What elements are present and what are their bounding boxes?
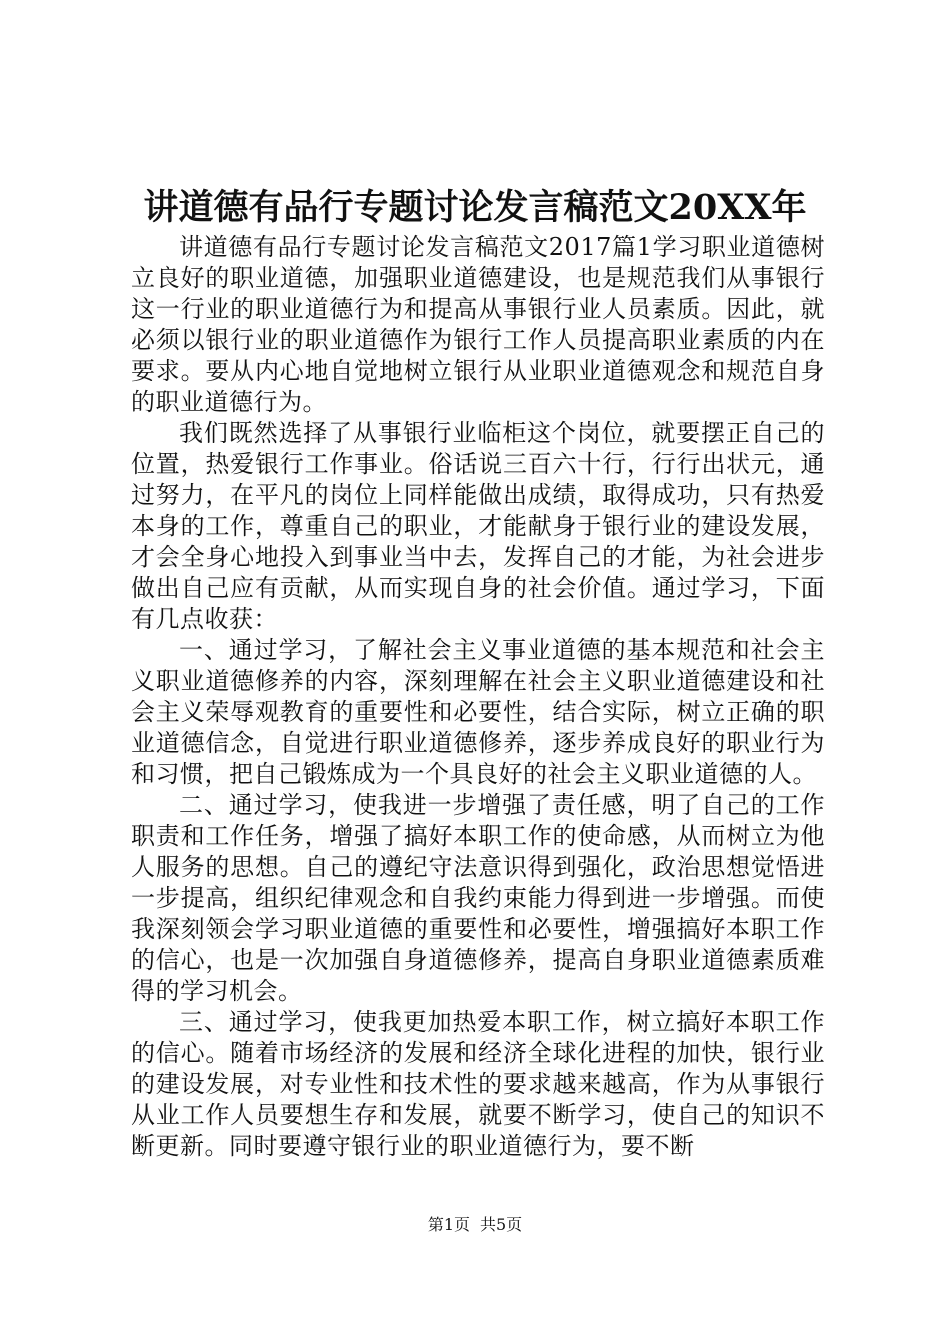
page-number: 第1页 [427,1215,470,1234]
page-footer [0,1214,950,1236]
page-total: 共5页 [480,1215,523,1234]
paragraph-point-two: 二、通过学习，使我进一步增强了责任感，明了自己的工作职责和工作任务，增强了搞好本职工作的使命感，从而树立为他人服务的思想。自己的遵纪守法意识得到强化，政治思想觉悟进一步提高，组织纪律观念和自我约束能力得到进一步增强。而使我深刻领会学习职业道德的重要性和必要性，增强搞好本职工作的信心，也是一次加强自身道德修养，提高自身职业道德素质难得的学习机会。 [131,791,825,1005]
paragraph-point-three: 三、通过学习，使我更加热爱本职工作，树立搞好本职工作的信心。随着市场经济的发展和经济全球化进程的加快，银行业的建设发展，对专业性和技术性的要求越来越高，作为从事银行从业工作人员要想生存和发展，就要不断学习，使自己的知识不断更新。同时要遵守银行业的职业道德行为，要不断 [131,1008,825,1160]
paragraph-point-one: 一、通过学习，了解社会主义事业道德的基本规范和社会主义职业道德修养的内容，深刻理解在社会主义职业道德建设和社会主义荣辱观教育的重要性和必要性，结合实际，树立正确的职业道德信念，自觉进行职业道德修养，逐步养成良好的职业行为和习惯，把自己锻炼成为一个具良好的社会主义职业道德的人。 [131,636,825,788]
document-body [131,232,825,1162]
paragraph-intro: 讲道德有品行专题讨论发言稿范文2017篇1学习职业道德树立良好的职业道德，加强职业道德建设，也是规范我们从事银行这一行业的职业道德行为和提高从事银行业人员素质。因此，就必须以银行业的职业道德作为银行工作人员提高职业素质的内在要求。要从内心地自觉地树立银行从业职业道德观念和规范自身的职业道德行为。 [131,233,825,416]
document-title: 讲道德有品行专题讨论发言稿范文20XX年 [143,187,807,228]
paragraph-career: 我们既然选择了从事银行业临柜这个岗位，就要摆正自己的位置，热爱银行工作事业。俗话说三百六十行，行行出状元，通过努力，在平凡的岗位上同样能做出成绩，取得成功，只有热爱本身的工作，尊重自己的职业，才能献身于银行业的建设发展，才会全身心地投入到事业当中去，发挥自己的才能，为社会进步做出自己应有贡献，从而实现自身的社会价值。通过学习，下面有几点收获： [131,419,825,633]
